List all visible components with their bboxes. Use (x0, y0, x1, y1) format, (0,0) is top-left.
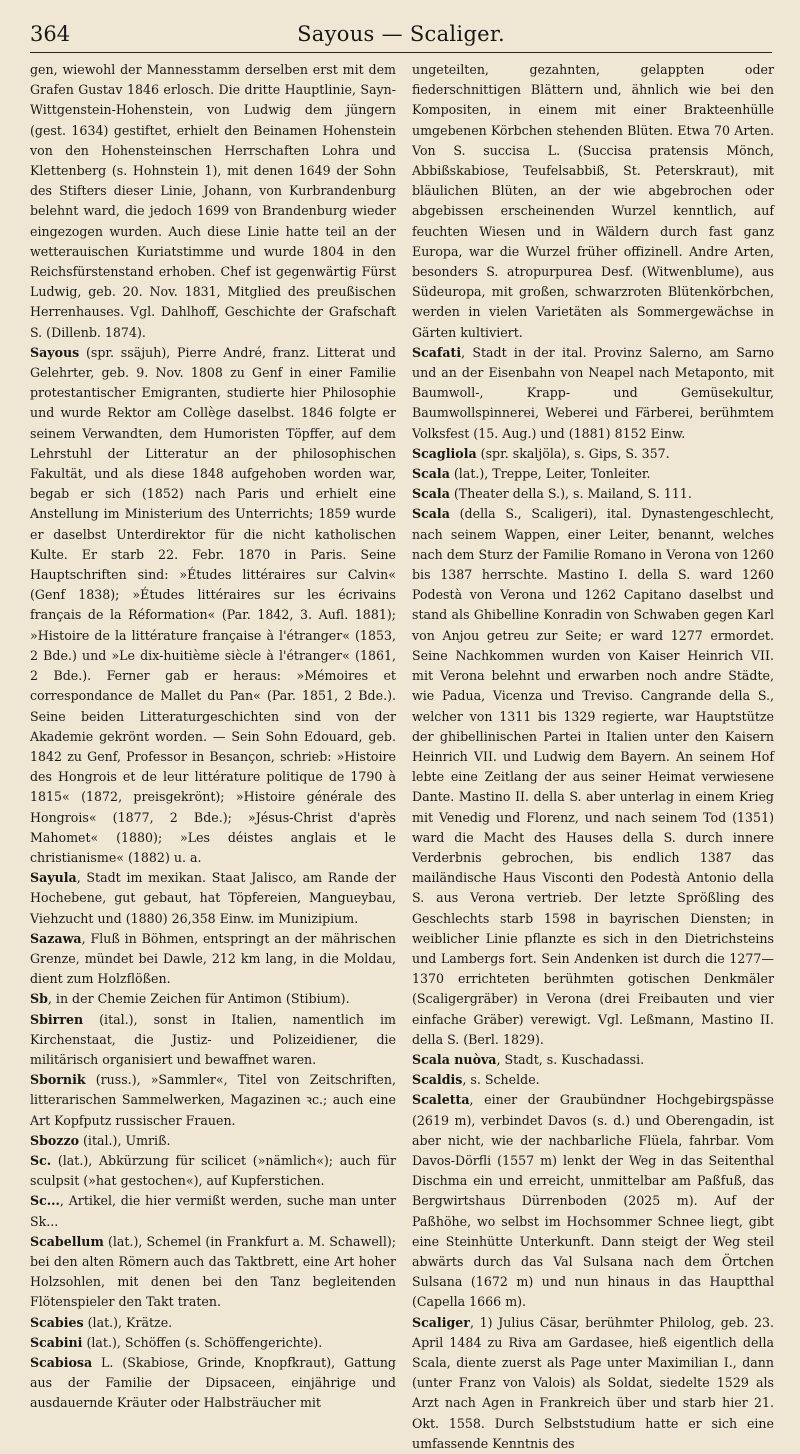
entry-headword: Scala (412, 486, 450, 502)
right-column (412, 60, 774, 1451)
entry-text: (russ.), »Sammler«, Titel von Zeitschriften, litterarischen Sammelwerken, Magazinen ꝛc.; auch eine Art Kopfputz russischer Frauen. (30, 1072, 396, 1128)
entry-headword: Scaldis (412, 1072, 463, 1088)
entry-text: (ital.), Umriß. (79, 1132, 171, 1148)
entry-text: , Fluß in Böhmen, entspringt an der mährischen Grenze, mündet bei Dawle, 212 km lang, in die Moldau, dient zum Holzflößen. (30, 930, 396, 987)
entry-text: , s. Schelde. (462, 1072, 540, 1088)
dictionary-entry (412, 1070, 774, 1090)
dictionary-entry (30, 1333, 396, 1353)
entry-headword: Scaliger (412, 1314, 470, 1330)
dictionary-entry (30, 1353, 396, 1414)
entry-headword: Sayula (30, 870, 77, 886)
dictionary-entry (30, 1232, 396, 1313)
entry-headword: Scala (412, 506, 450, 522)
entry-headword: Scabies (30, 1314, 84, 1330)
entry-headword: Scabiosa (30, 1355, 93, 1370)
dictionary-entry (412, 464, 774, 484)
dictionary-entry (30, 343, 396, 868)
entry-text: L. (Skabiose, Grinde, Knopfkraut), Gattung aus der Familie der Dipsaceen, einjährige und ausdauernde Kräuter oder Halbsträucher mit (30, 1355, 396, 1411)
entry-text: , 1) Julius Cäsar, berühmter Philolog, geb. 23. April 1484 zu Riva am Gardasee, hieß eigentlich della Scala, diente zuerst als Page unter Maximilian I., dann (unter Franz von Valois) als Soldat, siedelte 1529 als Arzt nach Agen in Frankreich über und starb hier 21. Okt. 1558. Durch Selbststudium hatte er sich eine umfassende Kenntnis des (412, 1314, 774, 1451)
entry-text: (lat.), Schemel (in Frankfurt a. M. Schawell); bei den alten Römern auch das Taktbrett, eine Art hoher Holzsohlen, mit denen bei den Tanz begleitenden Flötenspieler den Takt traten. (30, 1233, 396, 1310)
entry-text: ungeteilten, gezahnten, gelappten oder fiederschnittigen Blättern und, ähnlich wie bei den Kompositen, in einem mit einer Brakteenhülle umgebenen Körbchen stehenden Blüten. Etwa 70 Arten. Von S. succisa L. (Succisa pratensis Mönch, Abbißskabiose, Teufelsabbiß, St. Peterskraut), mit bläulichen Blüten, an der wie abgebrochen oder abgebissen erscheinenden Wurzel kenntlich, auf feuchten Wiesen und in Wäldern durch fast ganz Europa, war die Wurzel früher offizinell. Andre Arten, besonders S. atropurpurea Desf. (Witwenblume), aus Südeuropa, mit großen, schwarzroten Blütenkörbchen, werden in vielen Varietäten als Sommergewächse in Gärten kultiviert. (412, 62, 774, 340)
entry-headword: Scafati (412, 344, 462, 360)
entry-headword: Scagliola (412, 445, 477, 461)
page-number: 364 (30, 22, 71, 46)
dictionary-entry (412, 444, 774, 464)
dictionary-entry (30, 1313, 396, 1333)
entry-text: , in der Chemie Zeichen für Antimon (Stibium). (47, 991, 350, 1007)
dictionary-entry (30, 989, 396, 1009)
dictionary-entry (30, 1070, 396, 1131)
dictionary-entry (30, 1131, 396, 1151)
entry-text: (spr. ssäjuh), Pierre André, franz. Litterat und Gelehrter, geb. 9. Nov. 1808 zu Genf in einer Familie protestantischer Emigranten, studierte hier Philosophie und wurde Rektor am Collège daselbst. 1846 folgte er seinem Verwandten, dem Humoristen Töpffer, auf dem Lehrstuhl der Litteratur an der philosophischen Fakultät, und als diese 1848 aufgehoben worden war, begab er sich (1852) nach Paris und erhielt eine Anstellung im Ministerium des Unterrichts; 1859 wurde er daselbst Unterdirektor für die nicht katholischen Kulte. Er starb 22. Febr. 1870 in Paris. Seine Hauptschriften sind: »Études littéraires sur Calvin« (Genf 1838); »Études littéraires sur les écrivains français de la Réformation« (Par. 1842, 3. Aufl. 1881); »Histoire de la littérature française à l'étranger« (1853, 2 Bde.) und »Le dix-huitième siècle à l'étranger« (1861, 2 Bde.). Ferner gab er heraus: »Mémoires et correspondance de Mallet du Pan« (Par. 1851, 2 Bde.). Seine beiden Litteraturgeschichten sind von der Akademie gekrönt worden. — Sein Sohn Edouard, geb. 1842 zu Genf, Professor in Besançon, schrieb: »Histoire des Hongrois et de leur littérature politique de 1790 à 1815« (1872, preisgekrönt); »Histoire générale des Hongrois« (1877, 2 Bde.); »Jésus-Christ d'après Mahomet« (1880); »Les déistes anglais et le christianisme« (1882) u. a. (30, 344, 396, 865)
dictionary-entry (412, 1313, 774, 1454)
dictionary-entry (412, 60, 774, 343)
entry-headword: Sbirren (30, 1011, 84, 1027)
entry-text: gen, wiewohl der Mannesstamm derselben erst mit dem Grafen Gustav 1846 erlosch. Die dritte Hauptlinie, Sayn-Wittgenstein-Hohenstein, von Ludwig dem jüngern (gest. 1634) gestiftet, erhielt den Beinamen Hohenstein von den Hohensteinschen Herrschaften Lohra und Klettenberg (s. Hohnstein 1), mit denen 1649 der Sohn des Stifters dieser Linie, Johann, von Kurbrandenburg belehnt ward, die jedoch 1699 von Brandenburg wieder eingezogen wurden. Auch diese Linie hatte teil an der wetterauischen Kuriatstimme und wurde 1804 in den Reichsfürstenstand erhoben. Chef ist gegenwärtig Fürst Ludwig, geb. 20. Nov. 1831, Mitglied des preußischen Herrenhauses. Vgl. Dahlhoff, Geschichte der Grafschaft S. (Dillenb. 1874). (30, 62, 396, 340)
left-column (30, 60, 396, 1411)
page-header (30, 18, 772, 53)
entry-headword: Sbozzo (30, 1132, 80, 1148)
entry-headword: Sbornik (30, 1072, 86, 1088)
entry-text: , Artikel, die hier vermißt werden, suche man unter Sk... (30, 1193, 396, 1229)
entry-text: (lat.), Treppe, Leiter, Tonleiter. (449, 466, 651, 482)
running-head: Sayous — Scaliger. (297, 22, 505, 46)
dictionary-entry (412, 1090, 774, 1312)
dictionary-entry (412, 504, 774, 1049)
entry-text: , Stadt in der ital. Provinz Salerno, am Sarno und an der Eisenbahn von Neapel nach Metaponto, mit Baumwoll-, Krapp- und Gemüsekultur, Baumwollspinnerei, Weberei und Färberei, berühmtem Volksfest (15. Aug.) und (1881) 8152 Einw. (412, 344, 774, 441)
entry-text: , Stadt im mexikan. Staat Jalisco, am Rande der Hochebene, gut gebaut, hat Töpfereien, Mangueybau, Viehzucht und (1880) 26,358 Einw. im Munizipium. (30, 870, 396, 926)
dictionary-entry (30, 1151, 396, 1191)
entry-text: , einer der Graubündner Hochgebirgspässe (2619 m), verbindet Davos (s. d.) und Oberengadin, ist aber nicht, wie der nachbarliche Flüela, fahrbar. Vom Davos-Dörfli (1557 m) lenkt der Weg in das Seitenthal Dischma ein und erreicht, unmittelbar am Paßfuß, das Bergwirtshaus Dürrenboden (2025 m). Auf der Paßhöhe, wo selbst im Hochsommer Schnee liegt, gibt eine Steinhütte Unterkunft. Dann steigt der Weg steil abwärts durch das Val Sulsana nach dem Örtchen Sulsana (1672 m) und nun hinaus in das Hauptthal (Capella 1666 m). (412, 1092, 774, 1310)
entry-headword: Sb (30, 991, 48, 1007)
dictionary-entry (30, 1191, 396, 1231)
dictionary-entry (412, 343, 774, 444)
entry-text: (della S., Scaligeri), ital. Dynastengeschlecht, nach seinem Wappen, einer Leiter, benannt, welches nach dem Sturz der Familie Romano in Verona von 1260 bis 1387 herrschte. Mastino I. della S. ward 1260 Podestà von Verona und 1262 Capitano daselbst und stand als Ghibelline Konradin von Schwaben gegen Karl von Anjou getreu zur Seite; er ward 1277 ermordet. Seine Nachkommen wurden von Kaiser Heinrich VII. mit Verona belehnt und erwarben noch andre Städte, wie Padua, Vicenza und Treviso. Cangrande della S., welcher von 1311 bis 1329 regierte, war Hauptstütze der ghibellinischen Partei in Italien unter den Kaisern Heinrich VII. und Ludwig dem Bayern. An seinem Hof lebte eine Zeitlang der aus seiner Heimat verwiesene Dante. Mastino II. della S. aber unterlag in einem Krieg mit Venedig und Florenz, und nach seinem Tod (1351) ward die Macht des Hauses della S. durch innere Verderbnis gebrochen, bis endlich 1387 das mailändische Haus Visconti den Podestà Antonio della S. aus Verona vertrieb. Der letzte Sprößling des Geschlechts starb 1598 in bayrischen Diensten; in weiblicher Linie pflanzte es sich in den Dietrichsteins und Lambergs fort. Sein Andenken ist durch die 1277—1370 errichteten berühmten gotischen Denkmäler (Scaligergräber) in Verona (drei Freibauten und vier einfache Gräber) verewigt. Vgl. Leßmann, Mastino II. della S. (Berl. 1829). (412, 506, 774, 1047)
entry-headword: Scaletta (412, 1092, 470, 1108)
entry-headword: Scala (412, 466, 450, 482)
entry-text: (spr. skaljöla), s. Gips, S. 357. (476, 445, 670, 461)
entry-headword: Scabellum (30, 1233, 104, 1249)
entry-text: (lat.), Abkürzung für scilicet (»nämlich«); auch für sculpsit (»hat gestochen«), auf Kupferstichen. (30, 1152, 396, 1189)
entry-headword: Sc... (30, 1193, 60, 1209)
dictionary-entry (30, 929, 396, 990)
entry-text: (ital.), sonst in Italien, namentlich im Kirchenstaat, die Justiz- und Polizeidiener, die militärisch organisiert und bewaffnet waren. (30, 1011, 396, 1067)
entry-text: (Theater della S.), s. Mailand, S. 111. (449, 486, 692, 502)
entry-headword: Sc. (30, 1152, 52, 1168)
dictionary-entry (412, 1050, 774, 1070)
dictionary-entry (30, 60, 396, 343)
entry-headword: Sazawa (30, 930, 82, 946)
dictionary-entry (412, 484, 774, 504)
entry-headword: Sayous (30, 344, 80, 360)
entry-text: (lat.), Krätze. (83, 1314, 173, 1330)
dictionary-entry (30, 1010, 396, 1071)
entry-headword: Scala nuòva (412, 1051, 497, 1067)
dictionary-entry (30, 868, 396, 929)
entry-text: , Stadt, s. Kuschadassi. (496, 1051, 645, 1067)
entry-headword: Scabini (30, 1334, 83, 1350)
entry-text: (lat.), Schöffen (s. Schöffengerichte). (82, 1334, 323, 1350)
